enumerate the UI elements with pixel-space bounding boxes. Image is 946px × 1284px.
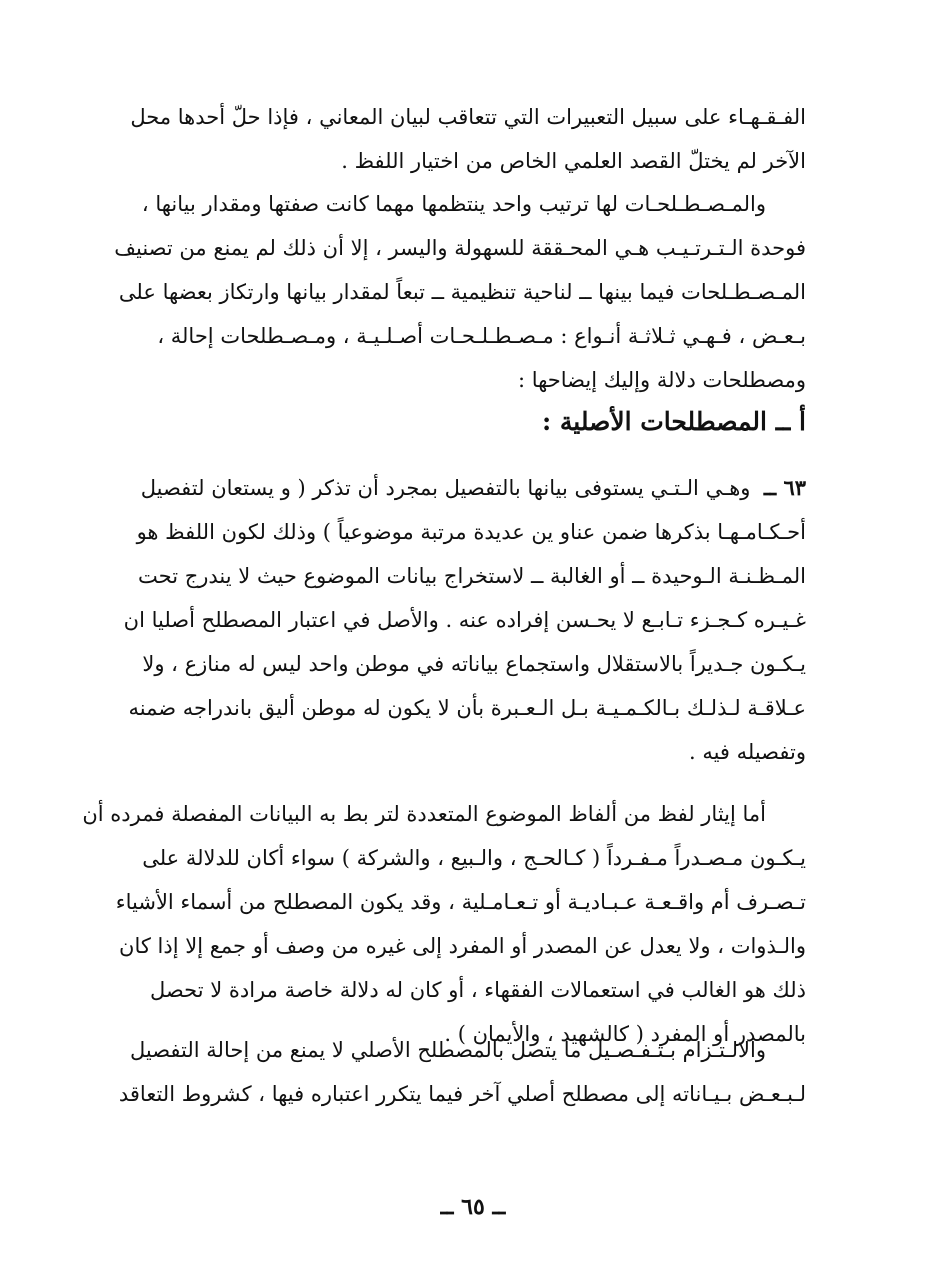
paragraph-4 (82, 792, 806, 1056)
text-line: المـصـطـلحات فيما بينها ــ لناحية تنظيمية ــ تبعاً لمقدار بيانها وارتكاز بعضها على (118, 280, 806, 304)
text-line: والـذوات ، ولا يعدل عن المصدر أو المفرد إلى غيره من وصف أو جمع إلا إذا كان (119, 934, 806, 958)
text-line: تـصـرف أم واقـعـة عـبـاديـة أو تـعـامـلية ، وقد يكون المصطلح من أسماء الأشياء (115, 890, 806, 914)
text-line: غـيـره كـجـزء تـابـع لا يحـسن إفراده عنه . والأصل في اعتبار المصطلح أصليا ان (123, 608, 806, 632)
text-line: أما إيثار لفظ من ألفاظ الموضوع المتعددة لتر بط به البيانات المفصلة فمرده أن (82, 802, 766, 826)
text-fragment: وهـي الـتـي يستوفى بيانها بالتفصيل بمجرد أن تذكر ( و يستعان لتفصيل (140, 476, 751, 500)
text-line: لـبـعـض بـيـاناته إلى مصطلح أصلي آخر فيما يتكرر اعتباره فيها ، كشروط التعاقد (118, 1082, 806, 1106)
text-line: يـكـون مـصـدراً مـفـرداً ( كـالحـج ، والـبيع ، والشركة ) سواء أكان للدلالة على (142, 846, 806, 870)
text-line: الآخر لم يختلّ القصد العلمي الخاص من اختيار اللفظ . (341, 149, 806, 173)
text-line: ومصطلحات دلالة وإليك إيضاحها : (517, 368, 806, 392)
text-line: يـكـون جـديراً بالاستقلال واستجماع بياناته في موطن واحد ليس له منازع ، ولا (142, 652, 806, 676)
text-line: فوحدة الـتـرتـيـب هـي المحـققة للسهولة واليسر ، إلا أن ذلك لم يمنع من تصنيف (114, 236, 806, 260)
text-line: بـعـض ، فـهـي ثـلاثـة أنـواع : مـصـطـلـحـات أصـلـيـة ، ومـصـطلحات إحالة ، (157, 324, 806, 348)
text-line: وتفصيله فيه . (688, 740, 806, 764)
text-line: والالـتـزام بـتـفـصـيل ما يتصل بالمصطلح الأصلي لا يمنع من إحالة التفصيل (129, 1038, 766, 1062)
paragraph-5 (118, 1028, 806, 1116)
text-line (140, 466, 806, 510)
paragraph-number: ٦٣ ــ (763, 475, 806, 500)
text-line: بالمصدر أو المفرد ( كالشهيد ، والأيمان ) . (444, 1022, 806, 1046)
section-heading: أ ــ المصطلحات الأصلية : (541, 407, 806, 436)
paragraph-1 (130, 95, 806, 183)
page-number: ــ ٦٥ ــ (440, 1194, 506, 1220)
text-line: الفـقـهـاء على سبيل التعبيرات التي تتعاقب لبيان المعاني ، فإذا حلّ أحدها محل (130, 105, 806, 129)
text-line: عـلاقـة لـذلـك بـالكـمـيـة بـل الـعـبرة بأن لا يكون له موطن أليق باندراجه ضمنه (128, 696, 806, 720)
paragraph-2 (114, 182, 806, 402)
text-line: أحـكـامـهـا بذكرها ضمن عناو ين عديدة مرتبة موضوعياً ) وذلك لكون اللفظ هو (136, 520, 806, 544)
paragraph-3 (123, 466, 806, 774)
text-line: والمـصـطـلحـات لها ترتيب واحد ينتظمها مهما كانت صفتها ومقدار بيانها ، (141, 192, 766, 216)
text-line: ذلك هو الغالب في استعمالات الفقهاء ، أو كان له دلالة خاصة مرادة لا تحصل (150, 978, 806, 1002)
text-line: المـظـنـة الـوحيدة ــ أو الغالبة ــ لاستخراج بيانات الموضوع حيث لا يندرج تحت (138, 564, 806, 588)
